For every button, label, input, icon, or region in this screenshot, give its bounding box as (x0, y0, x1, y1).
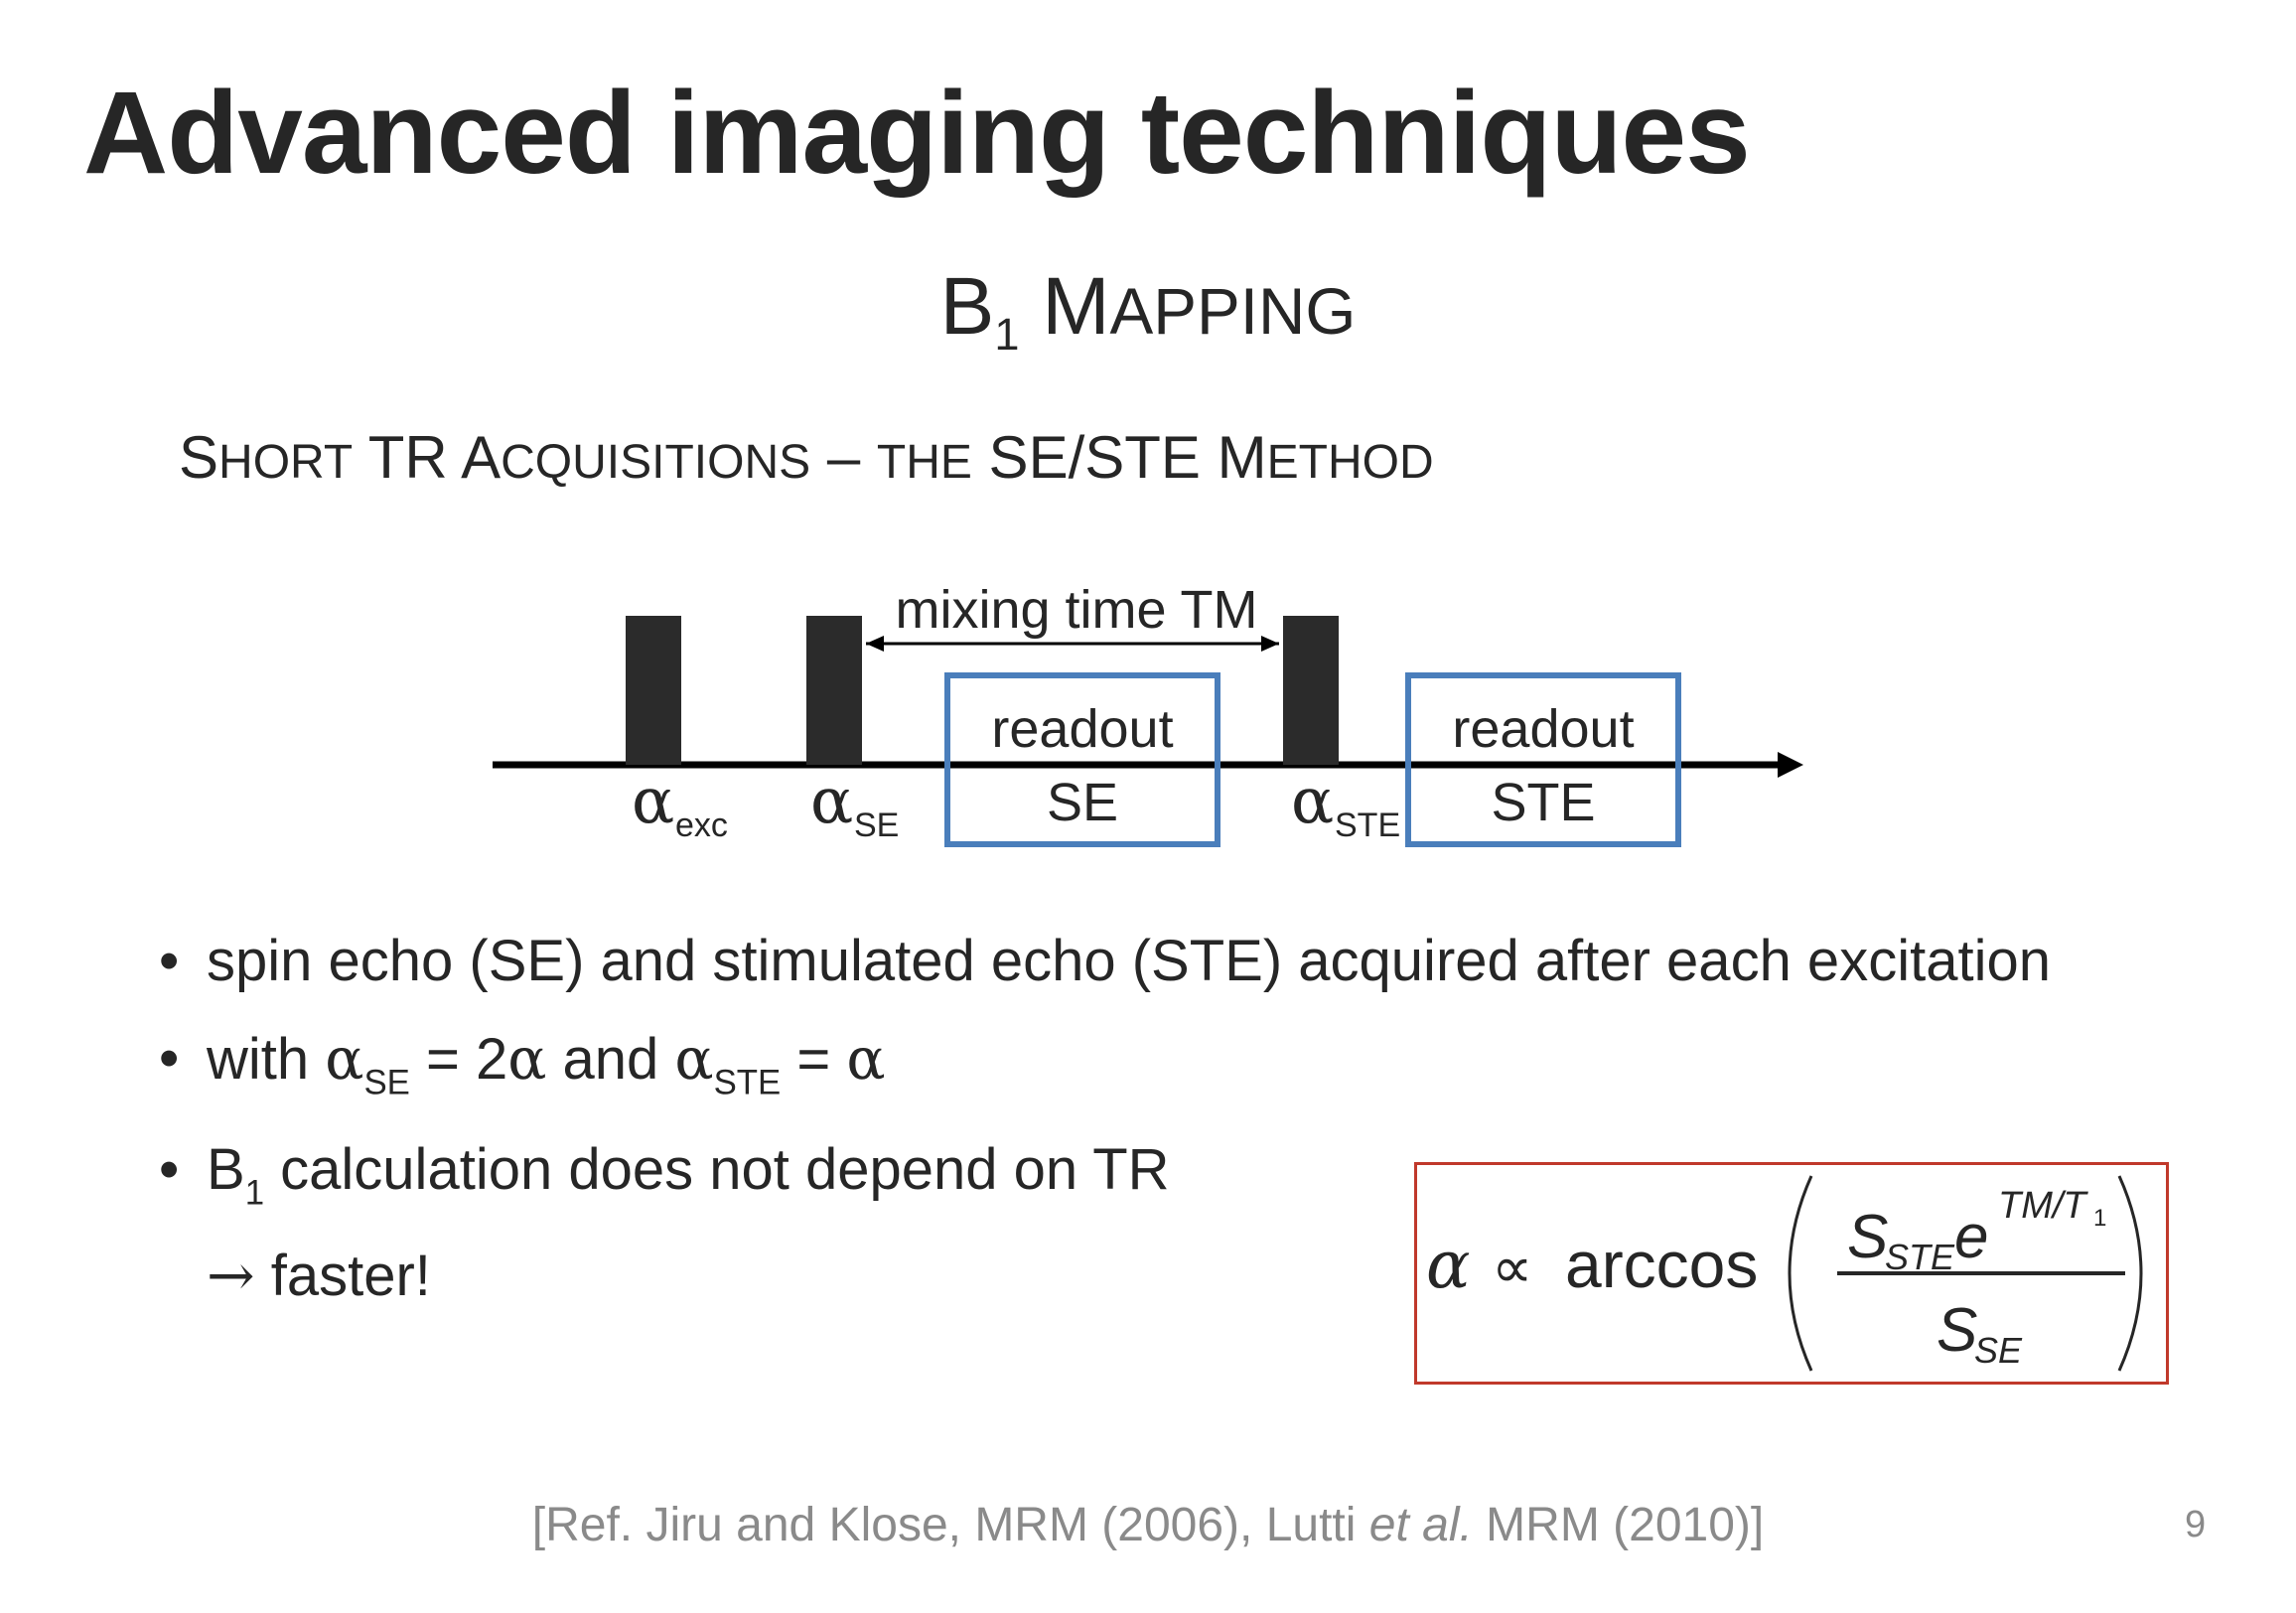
exponent-subscript: 1 (2093, 1205, 2107, 1232)
bullet-dot: • (159, 1137, 180, 1202)
pulse-alpha-se (806, 616, 862, 765)
subheading-part: S (179, 424, 219, 491)
numerator-e: e (1954, 1203, 1989, 1271)
subheading-part: M (1217, 424, 1267, 491)
heading-b: B (939, 261, 995, 352)
alpha-ste-subscript: STE (713, 1063, 782, 1102)
subheading-part: TR (367, 424, 448, 491)
reference-etal: et al. (1368, 1499, 1473, 1551)
subheading-part: SE/STE (988, 424, 1201, 491)
mixing-time-label: mixing time TM (895, 580, 1258, 640)
heading-b-subscript: 1 (994, 308, 1020, 360)
label-alpha-exc: α (632, 765, 675, 838)
label-alpha-ste: α (1291, 765, 1335, 838)
mixing-time-arrow-left-head (866, 636, 884, 652)
mixing-time-arrow-right-head (1261, 636, 1279, 652)
denominator-s: S (1937, 1296, 1978, 1365)
alpha-symbol: α (846, 1025, 886, 1093)
reference-pre: [Ref. Jiru and Klose, MRM (2006), Lutti (531, 1499, 1369, 1551)
b1-subscript: 1 (244, 1173, 265, 1213)
heading-m: M (1042, 261, 1110, 352)
bullet-3-continuation (159, 1242, 755, 1321)
bullet-2-text (207, 1025, 886, 1103)
time-axis-arrowhead (1778, 752, 1803, 778)
b1-symbol: B (207, 1137, 245, 1202)
pulse-alpha-ste (1283, 616, 1339, 765)
subheading-part: – (826, 424, 861, 491)
subheading-part: ETHOD (1266, 436, 1434, 489)
reference-citation (0, 1498, 2296, 1552)
numerator-s: S (1847, 1203, 1889, 1271)
formula-alpha: α (1426, 1227, 1471, 1303)
label-alpha-exc-sub: exc (675, 806, 728, 844)
equals-two: = 2 (409, 1027, 508, 1092)
bullet-3-body: calculation does not depend on TR (264, 1137, 1170, 1202)
formula-arccos: arccos (1565, 1228, 1759, 1301)
faster-line (207, 1242, 431, 1309)
bullet-dot: • (159, 929, 180, 993)
denominator-s-subscript: SE (1974, 1330, 2023, 1371)
faster-text: faster! (254, 1244, 431, 1308)
bullet-1-text: spin echo (SE) and stimulated echo (STE) acquired after each excitation (207, 929, 2051, 993)
page-number: 9 (2185, 1504, 2207, 1545)
subheading-part: CQUISITIONS (501, 436, 811, 489)
left-paren (1790, 1176, 1811, 1371)
alpha-se-subscript: SE (363, 1063, 410, 1102)
alpha-symbol: α (674, 1025, 714, 1093)
label-alpha-se-sub: SE (854, 806, 900, 844)
right-arrow-icon: → (207, 1242, 255, 1309)
exponent: TM/T (1998, 1185, 2086, 1227)
readout-ste-line1: readout (1452, 699, 1635, 759)
formula-propto: ∝ (1492, 1234, 1533, 1301)
label-alpha-ste-sub: STE (1335, 806, 1401, 844)
reference-post: MRM (2010)] (1472, 1499, 1765, 1551)
bullet-1 (159, 928, 2145, 997)
alpha-symbol: α (507, 1025, 547, 1093)
subheading-part: THE (876, 436, 972, 489)
bullet-3 (159, 1136, 1351, 1216)
pulse-alpha-exc (626, 616, 681, 765)
label-alpha-se: α (810, 765, 854, 838)
numerator-s-subscript: STE (1885, 1237, 1955, 1277)
bullet-3-text (207, 1136, 1170, 1214)
subheading-part: HORT (218, 436, 354, 489)
slide-title: Advanced imaging techniques (83, 68, 1750, 199)
subheading-part: A (461, 424, 502, 491)
readout-ste-line2: STE (1491, 773, 1596, 832)
bullet-dot: • (159, 1026, 180, 1091)
and-word: and (546, 1027, 675, 1092)
equals: = (781, 1027, 847, 1092)
readout-se-line2: SE (1046, 773, 1119, 832)
bullet-2 (159, 1025, 1351, 1104)
alpha-symbol: α (325, 1025, 364, 1093)
formula (1414, 1162, 2169, 1385)
readout-se-line1: readout (991, 699, 1174, 759)
heading-rest: APPING (1109, 275, 1357, 348)
bullet-2-with: with (207, 1027, 310, 1092)
